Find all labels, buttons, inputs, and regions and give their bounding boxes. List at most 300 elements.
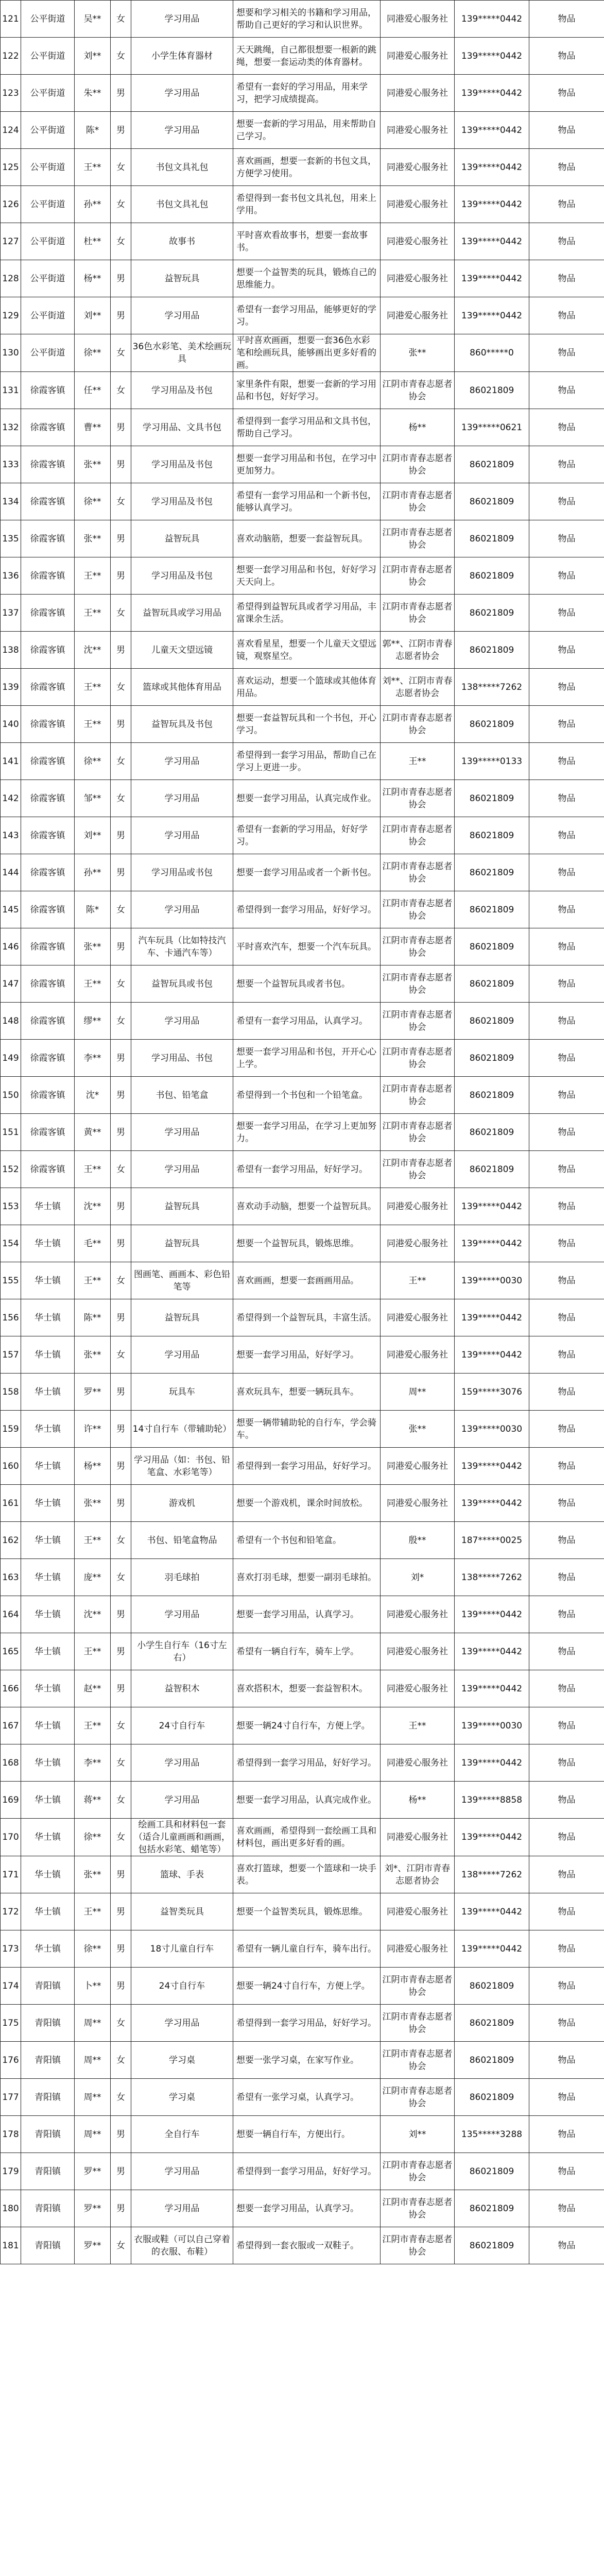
type-cell: 物品 xyxy=(529,1411,604,1448)
name-cell: 缪** xyxy=(75,1003,111,1040)
town-cell: 华士镇 xyxy=(21,1930,75,1968)
row-number: 131 xyxy=(1,372,21,409)
town-cell: 徐霞客镇 xyxy=(21,854,75,891)
contact-cell: 139*****0442 xyxy=(455,1485,529,1522)
donor-cell: 同港爱心服务社 xyxy=(381,1633,455,1670)
type-cell: 物品 xyxy=(529,1262,604,1299)
name-cell: 沈** xyxy=(75,632,111,669)
town-cell: 青阳镇 xyxy=(21,1968,75,2005)
wish-cell: 学习用品 xyxy=(131,1782,233,1819)
table-row xyxy=(1,1114,604,1151)
town-cell: 华士镇 xyxy=(21,1188,75,1225)
story-cell: 想要一套学习用品，认真学习。 xyxy=(233,2190,381,2227)
name-cell: 刘** xyxy=(75,38,111,75)
name-cell: 王** xyxy=(75,1633,111,1670)
contact-cell: 139*****0442 xyxy=(455,1819,529,1856)
donor-cell: 同港爱心服务社 xyxy=(381,1336,455,1374)
donor-cell: 江阴市青春志愿者协会 xyxy=(381,483,455,520)
wish-cell: 学习用品 xyxy=(131,1114,233,1151)
type-cell: 物品 xyxy=(529,1522,604,1559)
contact-cell: 139*****0442 xyxy=(455,1,529,38)
town-cell: 青阳镇 xyxy=(21,2079,75,2116)
contact-cell: 139*****0442 xyxy=(455,112,529,149)
story-cell: 想要一个益智类玩具，锻炼思维。 xyxy=(233,1893,381,1930)
town-cell: 公平街道 xyxy=(21,112,75,149)
name-cell: 王** xyxy=(75,1151,111,1188)
name-cell: 王** xyxy=(75,669,111,706)
contact-cell: 86021809 xyxy=(455,780,529,817)
donor-cell: 同港爱心服务社 xyxy=(381,1744,455,1782)
story-cell: 希望有一辆儿童自行车，骑车出行。 xyxy=(233,1930,381,1968)
table-row xyxy=(1,75,604,112)
donor-cell: 江阴市青春志愿者协会 xyxy=(381,2005,455,2042)
town-cell: 徐霞客镇 xyxy=(21,1003,75,1040)
type-cell: 物品 xyxy=(529,1707,604,1744)
type-cell: 物品 xyxy=(529,2042,604,2079)
gender-cell: 男 xyxy=(111,706,131,743)
wish-cell: 学习用品 xyxy=(131,780,233,817)
story-cell: 希望得到一套学习用品，好好学习。 xyxy=(233,1744,381,1782)
story-cell: 想要一个游戏机，课余时间放松。 xyxy=(233,1485,381,1522)
gender-cell: 男 xyxy=(111,1077,131,1114)
donor-cell: 江阴市青春志愿者协会 xyxy=(381,1003,455,1040)
type-cell: 物品 xyxy=(529,706,604,743)
type-cell: 物品 xyxy=(529,1633,604,1670)
name-cell: 沈** xyxy=(75,1188,111,1225)
town-cell: 徐霞客镇 xyxy=(21,743,75,780)
table-row xyxy=(1,1893,604,1930)
table-row xyxy=(1,1782,604,1819)
town-cell: 华士镇 xyxy=(21,1782,75,1819)
row-number: 126 xyxy=(1,186,21,223)
row-number: 128 xyxy=(1,260,21,297)
wish-cell: 学习用品或书包 xyxy=(131,854,233,891)
contact-cell: 139*****0133 xyxy=(455,743,529,780)
story-cell: 想要一套益智玩具和一个书包，开心学习。 xyxy=(233,706,381,743)
gender-cell: 男 xyxy=(111,1114,131,1151)
wish-cell: 学习用品 xyxy=(131,1596,233,1633)
wish-cell: 玩具车 xyxy=(131,1374,233,1411)
contact-cell: 86021809 xyxy=(455,2005,529,2042)
contact-cell: 139*****0442 xyxy=(455,1299,529,1336)
table-row xyxy=(1,706,604,743)
row-number: 163 xyxy=(1,1559,21,1596)
town-cell: 公平街道 xyxy=(21,260,75,297)
type-cell: 物品 xyxy=(529,1003,604,1040)
type-cell: 物品 xyxy=(529,186,604,223)
contact-cell: 139*****0442 xyxy=(455,223,529,260)
row-number: 174 xyxy=(1,1968,21,2005)
donor-cell: 江阴市青春志愿者协会 xyxy=(381,372,455,409)
town-cell: 华士镇 xyxy=(21,1670,75,1707)
gender-cell: 女 xyxy=(111,1522,131,1559)
name-cell: 徐** xyxy=(75,1819,111,1856)
name-cell: 毛** xyxy=(75,1225,111,1262)
donor-cell: 周** xyxy=(381,1374,455,1411)
type-cell: 物品 xyxy=(529,2005,604,2042)
story-cell: 喜欢搭积木，想要一套益智积木。 xyxy=(233,1670,381,1707)
gender-cell: 女 xyxy=(111,1559,131,1596)
contact-cell: 86021809 xyxy=(455,2153,529,2190)
story-cell: 想要一套学习用品，认真完成作业。 xyxy=(233,1782,381,1819)
contact-cell: 138*****7262 xyxy=(455,669,529,706)
type-cell: 物品 xyxy=(529,1151,604,1188)
gender-cell: 男 xyxy=(111,1596,131,1633)
gender-cell: 男 xyxy=(111,854,131,891)
story-cell: 希望得到一套学习用品，好好学习。 xyxy=(233,1448,381,1485)
town-cell: 华士镇 xyxy=(21,1596,75,1633)
name-cell: 沈** xyxy=(75,1596,111,1633)
name-cell: 周** xyxy=(75,2042,111,2079)
donor-cell: 江阴市青春志愿者协会 xyxy=(381,928,455,965)
story-cell: 想要和学习相关的书籍和学习用品，帮助自己更好的学习和认识世界。 xyxy=(233,1,381,38)
contact-cell: 139*****0442 xyxy=(455,1930,529,1968)
row-number: 160 xyxy=(1,1448,21,1485)
type-cell: 物品 xyxy=(529,2190,604,2227)
name-cell: 孙** xyxy=(75,854,111,891)
type-cell: 物品 xyxy=(529,1782,604,1819)
table-row xyxy=(1,260,604,297)
wish-cell: 学习用品、书包 xyxy=(131,1040,233,1077)
type-cell: 物品 xyxy=(529,1,604,38)
row-number: 169 xyxy=(1,1782,21,1819)
name-cell: 沈* xyxy=(75,1077,111,1114)
donor-cell: 同港爱心服务社 xyxy=(381,75,455,112)
wish-cell: 学习桌 xyxy=(131,2079,233,2116)
contact-cell: 139*****0442 xyxy=(455,38,529,75)
gender-cell: 男 xyxy=(111,1893,131,1930)
row-number: 157 xyxy=(1,1336,21,1374)
contact-cell: 86021809 xyxy=(455,446,529,483)
name-cell: 王** xyxy=(75,1522,111,1559)
contact-cell: 86021809 xyxy=(455,632,529,669)
wish-cell: 24寸自行车 xyxy=(131,1968,233,2005)
type-cell: 物品 xyxy=(529,1040,604,1077)
donor-cell: 同港爱心服务社 xyxy=(381,1,455,38)
donor-cell: 江阴市青春志愿者协会 xyxy=(381,854,455,891)
contact-cell: 86021809 xyxy=(455,1040,529,1077)
row-number: 173 xyxy=(1,1930,21,1968)
row-number: 153 xyxy=(1,1188,21,1225)
donor-cell: 江阴市青春志愿者协会 xyxy=(381,891,455,928)
donor-cell: 江阴市青春志愿者协会 xyxy=(381,780,455,817)
table-row xyxy=(1,595,604,632)
wish-cell: 游戏机 xyxy=(131,1485,233,1522)
row-number: 151 xyxy=(1,1114,21,1151)
donor-cell: 江阴市青春志愿者协会 xyxy=(381,1077,455,1114)
table-row xyxy=(1,483,604,520)
gender-cell: 男 xyxy=(111,1374,131,1411)
story-cell: 希望得到一套书包文具礼包，用来上学用。 xyxy=(233,186,381,223)
type-cell: 物品 xyxy=(529,2079,604,2116)
type-cell: 物品 xyxy=(529,1744,604,1782)
row-number: 145 xyxy=(1,891,21,928)
gender-cell: 男 xyxy=(111,1968,131,2005)
story-cell: 想要一辆24寸自行车，方便上学。 xyxy=(233,1707,381,1744)
contact-cell: 86021809 xyxy=(455,706,529,743)
type-cell: 物品 xyxy=(529,223,604,260)
name-cell: 黄** xyxy=(75,1114,111,1151)
wish-cell: 益智玩具 xyxy=(131,1225,233,1262)
name-cell: 陈* xyxy=(75,112,111,149)
gender-cell: 男 xyxy=(111,1188,131,1225)
story-cell: 平时喜欢看故事书，想要一套故事书。 xyxy=(233,223,381,260)
gender-cell: 女 xyxy=(111,2227,131,2264)
row-number: 149 xyxy=(1,1040,21,1077)
town-cell: 徐霞客镇 xyxy=(21,632,75,669)
type-cell: 物品 xyxy=(529,1930,604,1968)
row-number: 150 xyxy=(1,1077,21,1114)
type-cell: 物品 xyxy=(529,372,604,409)
gender-cell: 男 xyxy=(111,260,131,297)
story-cell: 希望得到一套学习用品和文具书包，帮助自己学习。 xyxy=(233,409,381,446)
contact-cell: 86021809 xyxy=(455,1968,529,2005)
story-cell: 希望得到一套学习用品，好好学习。 xyxy=(233,891,381,928)
row-number: 129 xyxy=(1,297,21,334)
town-cell: 徐霞客镇 xyxy=(21,965,75,1003)
contact-cell: 139*****0030 xyxy=(455,1707,529,1744)
wish-cell: 学习用品 xyxy=(131,2190,233,2227)
type-cell: 物品 xyxy=(529,854,604,891)
name-cell: 曹** xyxy=(75,409,111,446)
row-number: 130 xyxy=(1,334,21,372)
town-cell: 徐霞客镇 xyxy=(21,780,75,817)
story-cell: 想要一张学习桌，在家写作业。 xyxy=(233,2042,381,2079)
town-cell: 青阳镇 xyxy=(21,2042,75,2079)
table-row xyxy=(1,446,604,483)
wish-cell: 益智玩具 xyxy=(131,260,233,297)
name-cell: 朱** xyxy=(75,75,111,112)
contact-cell: 139*****0621 xyxy=(455,409,529,446)
story-cell: 家里条件有限，想要一套新的学习用品和书包，好好学习。 xyxy=(233,372,381,409)
gender-cell: 女 xyxy=(111,483,131,520)
table-row xyxy=(1,928,604,965)
gender-cell: 男 xyxy=(111,1040,131,1077)
town-cell: 徐霞客镇 xyxy=(21,817,75,854)
name-cell: 王** xyxy=(75,149,111,186)
contact-cell: 159*****3076 xyxy=(455,1374,529,1411)
story-cell: 想要一套学习用品，在学习上更加努力。 xyxy=(233,1114,381,1151)
table-row xyxy=(1,2079,604,2116)
donor-cell: 张** xyxy=(381,334,455,372)
table-row xyxy=(1,1299,604,1336)
contact-cell: 86021809 xyxy=(455,2042,529,2079)
donor-cell: 江阴市青春志愿者协会 xyxy=(381,1968,455,2005)
town-cell: 徐霞客镇 xyxy=(21,928,75,965)
wish-cell: 益智玩具及书包 xyxy=(131,706,233,743)
town-cell: 青阳镇 xyxy=(21,2190,75,2227)
gender-cell: 男 xyxy=(111,75,131,112)
story-cell: 想要一套学习用品和书包，开开心心上学。 xyxy=(233,1040,381,1077)
row-number: 181 xyxy=(1,2227,21,2264)
donor-cell: 王** xyxy=(381,1262,455,1299)
donor-cell: 同港爱心服务社 xyxy=(381,1448,455,1485)
wish-cell: 学习用品 xyxy=(131,2153,233,2190)
name-cell: 周** xyxy=(75,2116,111,2153)
name-cell: 王** xyxy=(75,1707,111,1744)
town-cell: 华士镇 xyxy=(21,1485,75,1522)
type-cell: 物品 xyxy=(529,1819,604,1856)
contact-cell: 139*****0442 xyxy=(455,1744,529,1782)
story-cell: 想要一辆自行车，方便出行。 xyxy=(233,2116,381,2153)
town-cell: 公平街道 xyxy=(21,186,75,223)
type-cell: 物品 xyxy=(529,780,604,817)
story-cell: 喜欢画画，想要一套画画用品。 xyxy=(233,1262,381,1299)
story-cell: 希望有一套学习用品，好好学习。 xyxy=(233,1151,381,1188)
wish-cell: 学习用品 xyxy=(131,1336,233,1374)
contact-cell: 86021809 xyxy=(455,2079,529,2116)
story-cell: 希望有一个书包和铅笔盒。 xyxy=(233,1522,381,1559)
story-cell: 喜欢运动，想要一个篮球或其他体育用品。 xyxy=(233,669,381,706)
donor-cell: 江阴市青春志愿者协会 xyxy=(381,1151,455,1188)
contact-cell: 139*****8858 xyxy=(455,1782,529,1819)
gender-cell: 男 xyxy=(111,297,131,334)
donor-cell: 江阴市青春志愿者协会 xyxy=(381,965,455,1003)
town-cell: 徐霞客镇 xyxy=(21,891,75,928)
donor-cell: 同港爱心服务社 xyxy=(381,1893,455,1930)
town-cell: 青阳镇 xyxy=(21,2005,75,2042)
table-row xyxy=(1,149,604,186)
name-cell: 罗** xyxy=(75,2190,111,2227)
wish-cell: 学习用品 xyxy=(131,1,233,38)
story-cell: 希望有一套学习用品，能够更好的学习。 xyxy=(233,297,381,334)
donor-cell: 同港爱心服务社 xyxy=(381,1819,455,1856)
town-cell: 徐霞客镇 xyxy=(21,483,75,520)
gender-cell: 男 xyxy=(111,520,131,557)
contact-cell: 86021809 xyxy=(455,965,529,1003)
table-row xyxy=(1,112,604,149)
wish-cell: 学习用品 xyxy=(131,1744,233,1782)
table-row xyxy=(1,2042,604,2079)
name-cell: 庞** xyxy=(75,1559,111,1596)
town-cell: 徐霞客镇 xyxy=(21,1151,75,1188)
town-cell: 徐霞客镇 xyxy=(21,1114,75,1151)
name-cell: 孙** xyxy=(75,186,111,223)
row-number: 156 xyxy=(1,1299,21,1336)
wish-cell: 学习用品 xyxy=(131,2005,233,2042)
wish-cell: 24寸自行车 xyxy=(131,1707,233,1744)
story-cell: 平时喜欢汽车，想要一个汽车玩具。 xyxy=(233,928,381,965)
contact-cell: 860*****0 xyxy=(455,334,529,372)
story-cell: 想要一套学习用品，好好学习。 xyxy=(233,1336,381,1374)
row-number: 166 xyxy=(1,1670,21,1707)
donor-cell: 同港爱心服务社 xyxy=(381,186,455,223)
table-row xyxy=(1,2227,604,2264)
type-cell: 物品 xyxy=(529,1114,604,1151)
wish-cell: 学习用品及书包 xyxy=(131,372,233,409)
table-body xyxy=(1,1,604,2264)
donor-cell: 江阴市青春志愿者协会 xyxy=(381,557,455,595)
type-cell: 物品 xyxy=(529,1968,604,2005)
gender-cell: 男 xyxy=(111,1411,131,1448)
table-row xyxy=(1,334,604,372)
town-cell: 华士镇 xyxy=(21,1336,75,1374)
town-cell: 公平街道 xyxy=(21,149,75,186)
name-cell: 徐** xyxy=(75,334,111,372)
table-row xyxy=(1,557,604,595)
town-cell: 公平街道 xyxy=(21,223,75,260)
wish-cell: 学习用品及书包 xyxy=(131,557,233,595)
name-cell: 徐** xyxy=(75,1930,111,1968)
wish-cell: 绘画工具和材料包一套（适合儿童画画和画画，包括水彩笔、蜡笔等） xyxy=(131,1819,233,1856)
table-row xyxy=(1,2153,604,2190)
wish-cell: 益智玩具 xyxy=(131,1299,233,1336)
row-number: 132 xyxy=(1,409,21,446)
name-cell: 邹** xyxy=(75,780,111,817)
town-cell: 华士镇 xyxy=(21,1893,75,1930)
gender-cell: 男 xyxy=(111,1299,131,1336)
type-cell: 物品 xyxy=(529,669,604,706)
wish-cell: 书包、铅笔盒物品 xyxy=(131,1522,233,1559)
name-cell: 赵** xyxy=(75,1670,111,1707)
story-cell: 希望得到一套学习用品，好好学习。 xyxy=(233,2153,381,2190)
wish-cell: 书包文具礼包 xyxy=(131,149,233,186)
type-cell: 物品 xyxy=(529,1559,604,1596)
table-row xyxy=(1,1522,604,1559)
type-cell: 物品 xyxy=(529,446,604,483)
gender-cell: 女 xyxy=(111,223,131,260)
row-number: 172 xyxy=(1,1893,21,1930)
table-row xyxy=(1,632,604,669)
town-cell: 青阳镇 xyxy=(21,2116,75,2153)
donor-cell: 同港爱心服务社 xyxy=(381,297,455,334)
type-cell: 物品 xyxy=(529,112,604,149)
wish-cell: 学习用品 xyxy=(131,891,233,928)
gender-cell: 女 xyxy=(111,334,131,372)
type-cell: 物品 xyxy=(529,1336,604,1374)
wish-cell: 14寸自行车（带辅助轮） xyxy=(131,1411,233,1448)
name-cell: 张** xyxy=(75,928,111,965)
donor-cell: 同港爱心服务社 xyxy=(381,223,455,260)
table-row xyxy=(1,1077,604,1114)
table-row xyxy=(1,372,604,409)
story-cell: 希望有一辆自行车，骑车上学。 xyxy=(233,1633,381,1670)
wish-cell: 益智类玩具 xyxy=(131,1893,233,1930)
gender-cell: 男 xyxy=(111,112,131,149)
donor-cell: 王** xyxy=(381,1707,455,1744)
town-cell: 华士镇 xyxy=(21,1559,75,1596)
gender-cell: 女 xyxy=(111,595,131,632)
row-number: 178 xyxy=(1,2116,21,2153)
name-cell: 张** xyxy=(75,1336,111,1374)
wish-cell: 益智玩具或学习用品 xyxy=(131,595,233,632)
gender-cell: 女 xyxy=(111,1782,131,1819)
donor-cell: 江阴市青春志愿者协会 xyxy=(381,2227,455,2264)
story-cell: 希望有一套好的学习用品，用来学习，把学习成绩提高。 xyxy=(233,75,381,112)
row-number: 133 xyxy=(1,446,21,483)
table-row xyxy=(1,1930,604,1968)
gender-cell: 女 xyxy=(111,891,131,928)
donor-cell: 江阴市青春志愿者协会 xyxy=(381,706,455,743)
wish-cell: 衣服或鞋（可以自己穿着的衣服、布鞋） xyxy=(131,2227,233,2264)
contact-cell: 86021809 xyxy=(455,372,529,409)
row-number: 180 xyxy=(1,2190,21,2227)
gender-cell: 女 xyxy=(111,1819,131,1856)
wish-cell: 篮球或其他体育用品 xyxy=(131,669,233,706)
table-row xyxy=(1,297,604,334)
town-cell: 华士镇 xyxy=(21,1744,75,1782)
name-cell: 张** xyxy=(75,1856,111,1893)
row-number: 135 xyxy=(1,520,21,557)
story-cell: 天天跳绳，自己都很想要一根新的跳绳，想要一套运动类的体育器材。 xyxy=(233,38,381,75)
name-cell: 王** xyxy=(75,1893,111,1930)
wish-cell: 学习用品 xyxy=(131,112,233,149)
contact-cell: 86021809 xyxy=(455,557,529,595)
wish-cell: 书包文具礼包 xyxy=(131,186,233,223)
type-cell: 物品 xyxy=(529,2116,604,2153)
donor-cell: 王** xyxy=(381,743,455,780)
type-cell: 物品 xyxy=(529,557,604,595)
